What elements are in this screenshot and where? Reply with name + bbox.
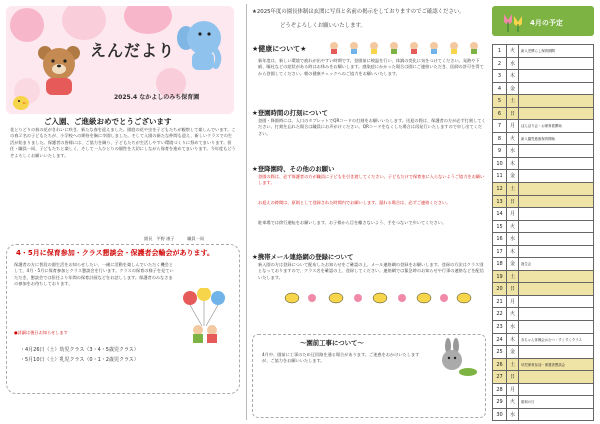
calendar-weekday: 木 (507, 158, 519, 170)
calendar-day: 30 (493, 409, 507, 421)
bear-illustration (36, 44, 82, 96)
pickup-heading: ★登降園時、その他のお願い (252, 165, 335, 173)
calendar-row (493, 246, 594, 259)
calendar-header (492, 6, 594, 36)
calendar-day: 9 (493, 145, 507, 157)
meeting-date: ・4月26日（土）幼児クラス（3・4・5歳児クラス） (20, 347, 139, 353)
pickup-body: 駐車場では徐行運転をお願いします。お子様から目を離さないよう、手をつないで歩いてください。 (258, 220, 447, 225)
calendar-weekday: 月 (507, 296, 519, 308)
calendar-row (493, 158, 594, 171)
meeting-body: 保護者の方に普段の園生活をお知らせしたい、一緒に活動を楽しんでいただく機会として、4月・5月に保育参加とクラス懇談会を行います。クラスの保育の様子を見ていただき、懇談会では担任より年間の保育計画などをお話しします。保護者のみなさまの参加をお待ちしております。 (14, 262, 174, 287)
calendar-row (493, 208, 594, 221)
calendar-row (493, 258, 594, 271)
calendar-row (493, 283, 594, 296)
calendar-weekday: 水 (507, 233, 519, 245)
calendar-event (519, 70, 593, 82)
flower-decoration (62, 6, 106, 40)
greeting-heading: ご入園、ご進級おめでとうございます (44, 117, 172, 126)
calendar-weekday: 土 (507, 359, 519, 371)
staff-notice-closing: どうぞよろしくお願いいたします。 (280, 23, 366, 29)
calendar-row (493, 58, 594, 71)
calendar-day: 25 (493, 346, 507, 358)
calendar-day: 12 (493, 183, 507, 195)
calendar-event: 新入園児進級保育開始 (521, 136, 555, 141)
calendar-day: 17 (493, 246, 507, 258)
calendar-event: 新入児慣らし保育期間 (521, 49, 555, 53)
calendar-day: 16 (493, 233, 507, 245)
calendar-weekday: 日 (507, 196, 519, 208)
construction-heading: 〜園前工事について〜 (300, 339, 364, 347)
calendar-row (493, 396, 594, 409)
greeting-signature: 園長 平野 康子 職員一同 (144, 236, 204, 241)
newsletter-header (6, 6, 234, 114)
issue-label: 2025.4 なかよしのみち保育園 (114, 94, 200, 101)
calendar-day: 5 (493, 95, 507, 107)
calendar-weekday: 金 (507, 346, 519, 358)
calendar-event: 幼児保育参加・保護者懇談会 (521, 362, 566, 367)
calendar-event (519, 221, 593, 233)
mail-body: 新入園の方は登録について配布したお知らせをご確認の上、メール連絡網の登録をお願いします。登録の方法はクラス別となっておりますので、クラス名を確認の上、登録してください。連絡網では緊急時のお知らせや行事の連絡などを配信いたします。 (258, 262, 484, 280)
calendar-event (519, 384, 593, 396)
newsletter-title: えんだより (90, 41, 176, 60)
health-body: 新年度は、新しい環境で疲れが出やすい時期です。登園前に検温を行い、体調の変化に気をつけてください。発熱や下痢、嘔吐などの症状がある時はお休みをお願いします。感染症にかかった場合は園にご連絡いただき、医師の許可を得てから登園してください。朝の健康チェックへのご協力をお願いいたします。 (258, 58, 484, 76)
calendar-event (519, 246, 593, 258)
calendar-weekday: 金 (507, 258, 519, 270)
calendar-day: 27 (493, 371, 507, 383)
calendar-weekday: 日 (507, 108, 519, 120)
calendar-weekday: 木 (507, 246, 519, 258)
calendar-weekday: 月 (507, 208, 519, 220)
calendar-row (493, 83, 594, 96)
calendar-weekday: 火 (507, 396, 519, 408)
construction-body: 4月中、園前に工事のため迂回路を通る場合があります。ご迷惑をおかけいたしますが、ご協力をお願いいたします。 (262, 352, 420, 364)
calendar-day: 6 (493, 108, 507, 120)
staff-notice: ★2025年度の園長体制は玄関に写真と名前の掲示をしておりますのでご確認ください。 (252, 9, 465, 15)
tulip-icon (496, 10, 526, 34)
calendar-day: 19 (493, 271, 507, 283)
april-calendar (492, 44, 594, 421)
calendar-event (519, 308, 593, 320)
calendar-event (519, 95, 593, 107)
calendar-event (519, 321, 593, 333)
calendar-day: 4 (493, 83, 507, 95)
calendar-event (519, 271, 593, 283)
meeting-date: ・5月10日（土）乳児クラス（0・1・2歳児クラス） (20, 357, 139, 363)
chick-illustration (12, 94, 30, 110)
calendar-event: 誕生会 (521, 262, 532, 267)
calendar-row (493, 45, 594, 58)
calendar-row (493, 409, 594, 422)
calendar-event (519, 296, 593, 308)
calendar-event (519, 183, 593, 195)
flower-decoration (124, 6, 172, 34)
calendar-day: 20 (493, 283, 507, 295)
calendar-row (493, 308, 594, 321)
calendar-weekday: 土 (507, 183, 519, 195)
calendar-day: 1 (493, 45, 507, 57)
greeting-body: 花とりどりの春の花がきれいに咲き、新たな春を迎えました。園庭の花や虫を子どもたちが観察して楽しんでいます。この春２名の子どもたちが、小学校への期待を胸に卒園しました。そして入園の新たな仲間も迎え、新しいクラスでの生活が始まりました。保護者の皆様には、ご協力を賜り、子どもたちが生活しやすい環境づくりに努めてまいります。担任・職員一同、子どもたちと楽しく、そして一人ひとりの個性を大切にしながら保育を進めてまいります。今年度もどうぞよろしくお願いいたします。 (10, 127, 236, 158)
calendar-event (519, 58, 593, 70)
calendar-weekday: 月 (507, 384, 519, 396)
calendar-row (493, 233, 594, 246)
calendar-weekday: 水 (507, 321, 519, 333)
calendar-row (493, 359, 594, 372)
balloon-kids-illustration (180, 288, 230, 344)
calendar-row (493, 145, 594, 158)
calendar-event (519, 346, 593, 358)
calendar-row (493, 196, 594, 209)
calendar-event (519, 83, 593, 95)
kids-row-illustration (326, 40, 488, 54)
calendar-day: 21 (493, 296, 507, 308)
elephant-illustration (176, 16, 228, 72)
calendar-event (519, 208, 593, 220)
calendar-row (493, 120, 594, 133)
calendar-day: 26 (493, 359, 507, 371)
calendar-weekday: 水 (507, 58, 519, 70)
calendar-weekday: 火 (507, 221, 519, 233)
calendar-day: 13 (493, 196, 507, 208)
calendar-event (519, 283, 593, 295)
calendar-day: 18 (493, 258, 507, 270)
calendar-weekday: 木 (507, 334, 519, 346)
calendar-weekday: 日 (507, 283, 519, 295)
calendar-weekday: 金 (507, 83, 519, 95)
calendar-weekday: 木 (507, 70, 519, 82)
calendar-weekday: 水 (507, 409, 519, 421)
calendar-row (493, 183, 594, 196)
calendar-event: 昭和の日 (521, 400, 535, 405)
calendar-event: 赤ちゃん体操会おむつ・すくすくクラス (521, 337, 582, 342)
attendance-body: 登園・降園時には、入口のタブレットでQRコードの打刻をお願いいたします。送迎の際は、保護者の方が必ず打刻してください。打刻を忘れた場合は職員にお声がけください。QRコードをなくした場合は再発行いたしますので申し出てください。 (258, 118, 486, 136)
calendar-weekday: 水 (507, 145, 519, 157)
calendar-weekday: 火 (507, 45, 519, 57)
pickup-warning: お迎えの時間は、原則として登録された時間内でお願いします。遅れる場合は、必ずご連絡ください。 (258, 200, 451, 205)
calendar-day: 22 (493, 308, 507, 320)
calendar-event (519, 158, 593, 170)
calendar-day: 24 (493, 334, 507, 346)
health-heading: ★健康について★ (252, 45, 307, 53)
calendar-weekday: 火 (507, 133, 519, 145)
flower-decoration (10, 8, 44, 42)
calendar-event (519, 196, 593, 208)
calendar-weekday: 土 (507, 95, 519, 107)
bees-illustration (276, 288, 476, 306)
calendar-row (493, 108, 594, 121)
calendar-row (493, 271, 594, 284)
calendar-day: 28 (493, 384, 507, 396)
calendar-row (493, 346, 594, 359)
calendar-day: 3 (493, 70, 507, 82)
calendar-row (493, 70, 594, 83)
mail-heading: ★携帯メール連絡網の登録について (252, 253, 354, 261)
calendar-row (493, 170, 594, 183)
meeting-note: ●詳細は後日お知らせします (14, 330, 68, 335)
calendar-event (519, 371, 593, 383)
calendar-day: 14 (493, 208, 507, 220)
calendar-event (519, 108, 593, 120)
calendar-event (519, 409, 593, 421)
calendar-row (493, 95, 594, 108)
calendar-day: 8 (493, 133, 507, 145)
calendar-row (493, 321, 594, 334)
calendar-day: 29 (493, 396, 507, 408)
calendar-day: 23 (493, 321, 507, 333)
calendar-row (493, 296, 594, 309)
column-divider (246, 4, 247, 420)
calendar-title: 4月の予定 (530, 19, 563, 27)
calendar-day: 11 (493, 170, 507, 182)
calendar-day: 10 (493, 158, 507, 170)
attendance-heading: ★登園時間の打刻について (252, 109, 328, 117)
meeting-heading: 4・5月に保育参加・クラス懇談会・保護者会輪会があります。 (16, 249, 214, 257)
calendar-event: ぼんぼり会・お保育着開始 (521, 124, 562, 129)
calendar-row (493, 221, 594, 234)
pickup-warning: 登園の際は、必ず保護者の方が職員に子どもを引き渡してください。子どもだけで保育室に入らないようご協力をお願いします。 (258, 174, 485, 186)
calendar-event (519, 233, 593, 245)
calendar-row (493, 384, 594, 397)
calendar-day: 7 (493, 120, 507, 132)
calendar-weekday: 月 (507, 120, 519, 132)
calendar-weekday: 金 (507, 170, 519, 182)
calendar-weekday: 日 (507, 371, 519, 383)
calendar-day: 2 (493, 58, 507, 70)
rabbit-illustration (428, 338, 482, 378)
calendar-row (493, 334, 594, 347)
calendar-weekday: 土 (507, 271, 519, 283)
calendar-event (519, 170, 593, 182)
calendar-weekday: 火 (507, 308, 519, 320)
calendar-event (519, 145, 593, 157)
calendar-row (493, 133, 594, 146)
calendar-day: 15 (493, 221, 507, 233)
calendar-row (493, 371, 594, 384)
